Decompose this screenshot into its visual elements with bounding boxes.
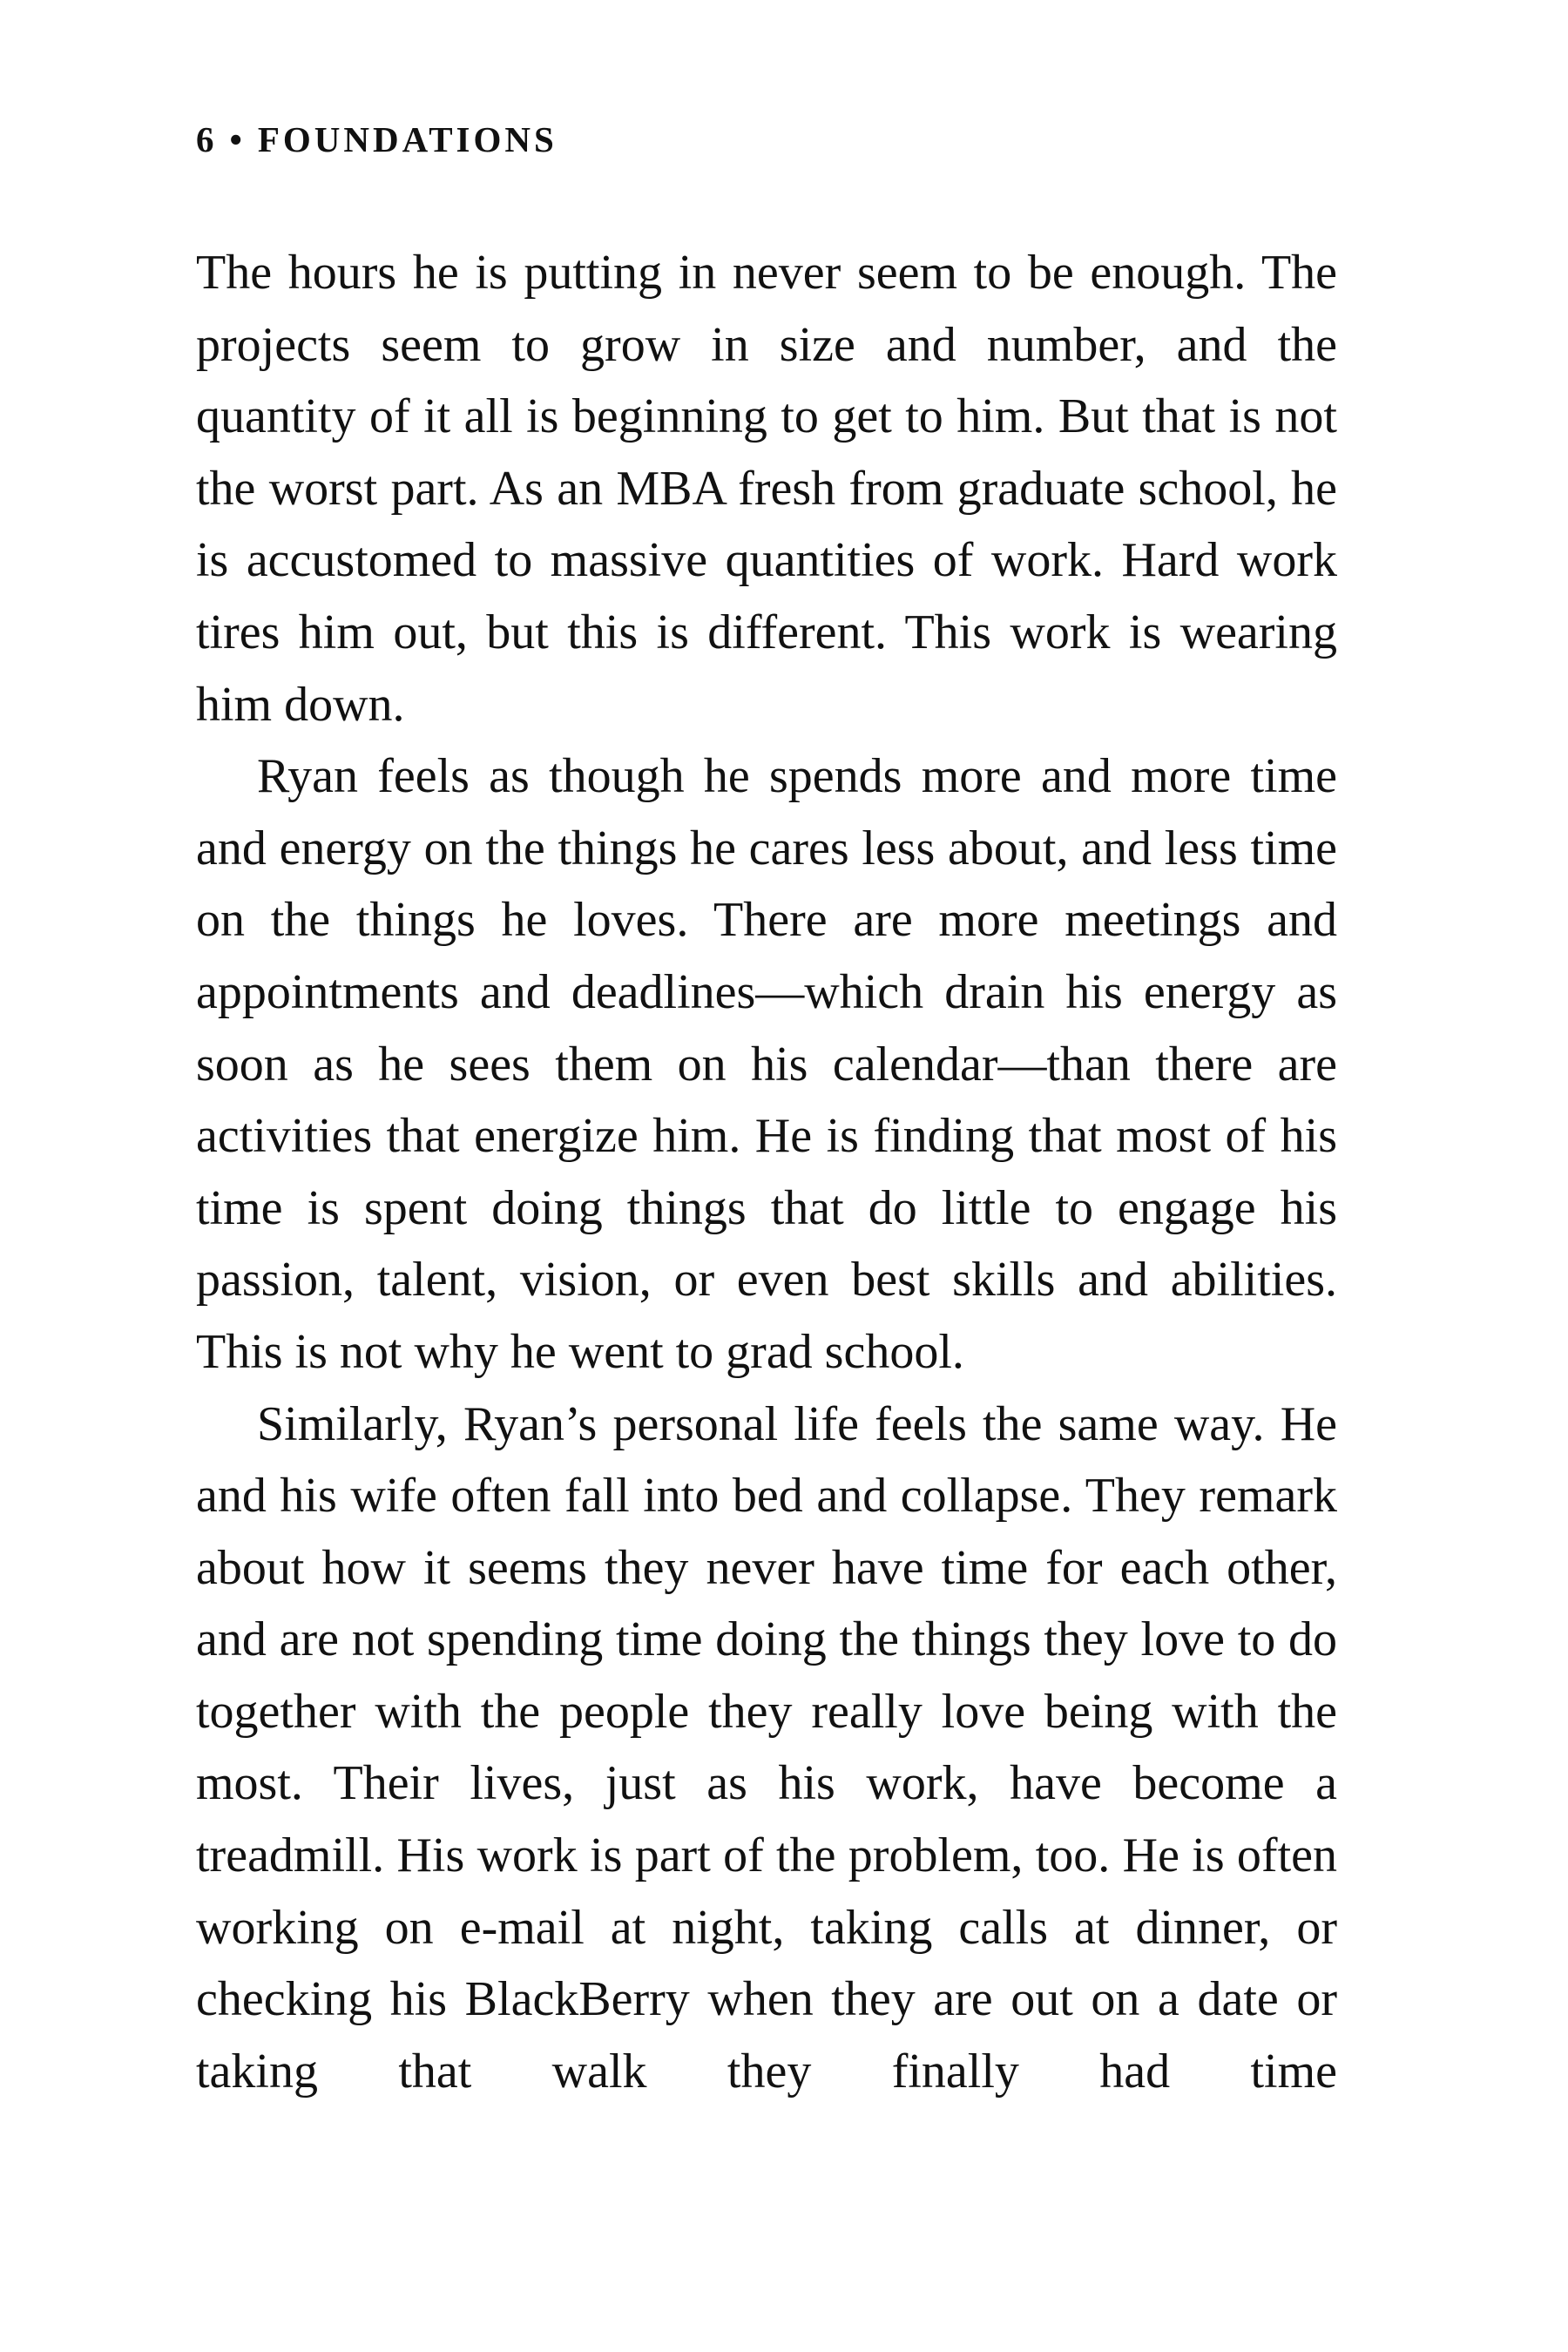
page-number: 6 — [196, 119, 218, 159]
section-title: FOUNDATIONS — [257, 119, 558, 159]
running-head-separator: • — [229, 119, 246, 159]
body-text — [196, 237, 1337, 2107]
running-head — [196, 118, 558, 160]
paragraph-2: Ryan feels as though he spends more and more time and energy on the things he cares less about, and less time on the things he loves. There are more meetings and appointments and deadlines—which drain his energy as soon as he sees them on his calendar—than there are activities that energize him. He is finding that most of his time is spent doing things that do little to engage his passion, talent, vision, or even best skills and abilities. This is not why he went to grad school. — [196, 749, 1337, 1379]
paragraph-1: The hours he is putting in never seem to be enough. The projects seem to grow in size and number, and the quantity of it all is beginning to get to him. But that is not the worst part. As an MBA fresh from graduate school, he is accustomed to massive quantities of work. Hard work tires him out, but this is different. This work is wearing him down. — [196, 246, 1337, 732]
paragraph-3: Similarly, Ryan’s personal life feels the same way. He and his wife often fall into bed and collapse. They remark about how it seems they never have time for each other, and are not spending time doing the things they love to do together with the people they really love being with the most. Their lives, just as his work, have become a treadmill. His work is part of the problem, too. He is often working on e-mail at night, taking calls at dinner, or checking his BlackBerry when they are out on a date or taking that walk they finally had time — [196, 1396, 1337, 2099]
